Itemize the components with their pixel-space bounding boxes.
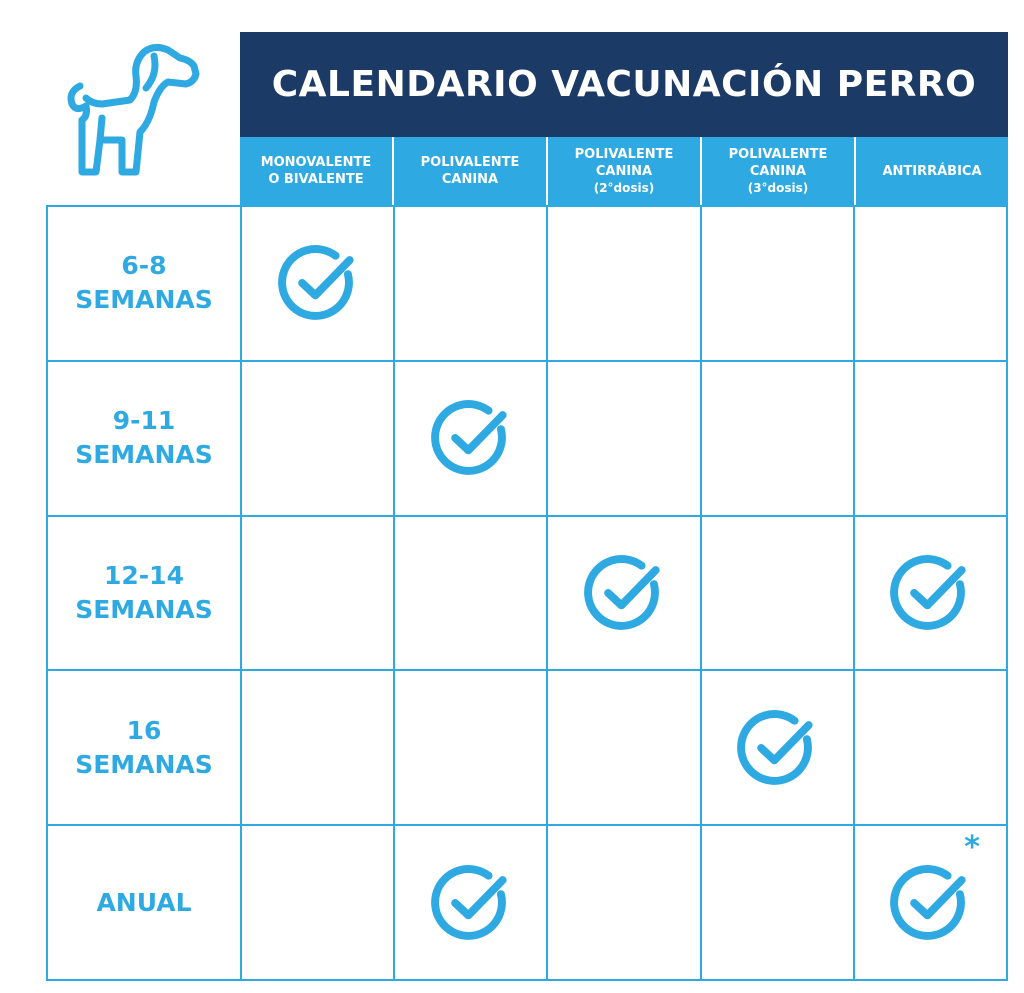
row-label-cell (48, 362, 242, 517)
row-label-text: 16 (126, 715, 162, 745)
row-label-cell (48, 826, 242, 981)
column-header-text: (2°dosis) (593, 180, 655, 195)
schedule-cell (548, 362, 701, 517)
row-label-text: SEMANAS (75, 749, 213, 779)
row-label-text: SEMANAS (75, 594, 213, 624)
schedule-cell (702, 671, 855, 826)
column-header (700, 137, 854, 205)
schedule-cell (702, 826, 855, 981)
schedule-cell (242, 207, 395, 362)
column-header (546, 137, 700, 205)
schedule-cell (702, 517, 855, 672)
schedule-cell (395, 517, 548, 672)
schedule-cell (548, 671, 701, 826)
schedule-cell (855, 671, 1008, 826)
schedule-cell (548, 207, 701, 362)
row-label-text: 9-11 (112, 406, 176, 436)
check-circle-icon (580, 549, 668, 637)
schedule-cell (242, 362, 395, 517)
schedule-cell (242, 671, 395, 826)
row-label (75, 559, 213, 627)
schedule-cell (548, 517, 701, 672)
page-title: CALENDARIO VACUNACIÓN PERRO (271, 64, 977, 105)
vaccination-grid (46, 205, 1008, 981)
column-header-text: (3°dosis) (747, 180, 809, 195)
row-label-cell (48, 517, 242, 672)
row-label-text: 6-8 (121, 251, 167, 281)
schedule-cell (395, 207, 548, 362)
row-label-text: 12-14 (104, 560, 184, 590)
row-label-cell (48, 671, 242, 826)
schedule-cell (702, 362, 855, 517)
check-circle-icon (427, 859, 515, 947)
row-label-text: SEMANAS (75, 440, 213, 470)
column-header-text: POLIVALENTE (728, 146, 828, 162)
schedule-cell (855, 826, 1008, 981)
column-header-text: MONOVALENTE (260, 155, 372, 170)
check-circle-icon (733, 704, 821, 792)
schedule-cell (855, 517, 1008, 672)
column-header-text: CANINA (441, 172, 499, 187)
schedule-cell (395, 671, 548, 826)
row-label-cell (48, 207, 242, 362)
schedule-cell (855, 207, 1008, 362)
row-label-text: SEMANAS (75, 285, 213, 315)
schedule-cell (395, 362, 548, 517)
schedule-cell (242, 517, 395, 672)
schedule-cell (548, 826, 701, 981)
row-label (75, 249, 213, 317)
row-label (75, 714, 213, 782)
row-label (96, 886, 191, 920)
column-header-text: POLIVALENTE (574, 146, 674, 162)
row-label (75, 404, 213, 472)
schedule-cell (395, 826, 548, 981)
column-header-row (240, 137, 1008, 205)
column-header-text: CANINA (749, 163, 807, 179)
column-header-text: O BIVALENTE (268, 172, 364, 187)
dog-icon (62, 42, 202, 182)
column-header (854, 137, 1008, 205)
schedule-cell (242, 826, 395, 981)
column-header-text: ANTIRRÁBICA (882, 163, 982, 179)
check-circle-icon (274, 239, 362, 327)
row-label-text: ANUAL (96, 887, 192, 917)
schedule-cell (855, 362, 1008, 517)
check-circle-icon (427, 394, 515, 482)
column-header (240, 137, 392, 205)
schedule-cell (702, 207, 855, 362)
column-header (392, 137, 546, 205)
check-circle-icon (886, 859, 974, 947)
footnote-asterisk: * (964, 830, 980, 866)
title-banner (240, 32, 1008, 137)
column-header-text: CANINA (595, 163, 653, 179)
check-circle-icon (886, 549, 974, 637)
column-header-text: POLIVALENTE (420, 155, 520, 170)
